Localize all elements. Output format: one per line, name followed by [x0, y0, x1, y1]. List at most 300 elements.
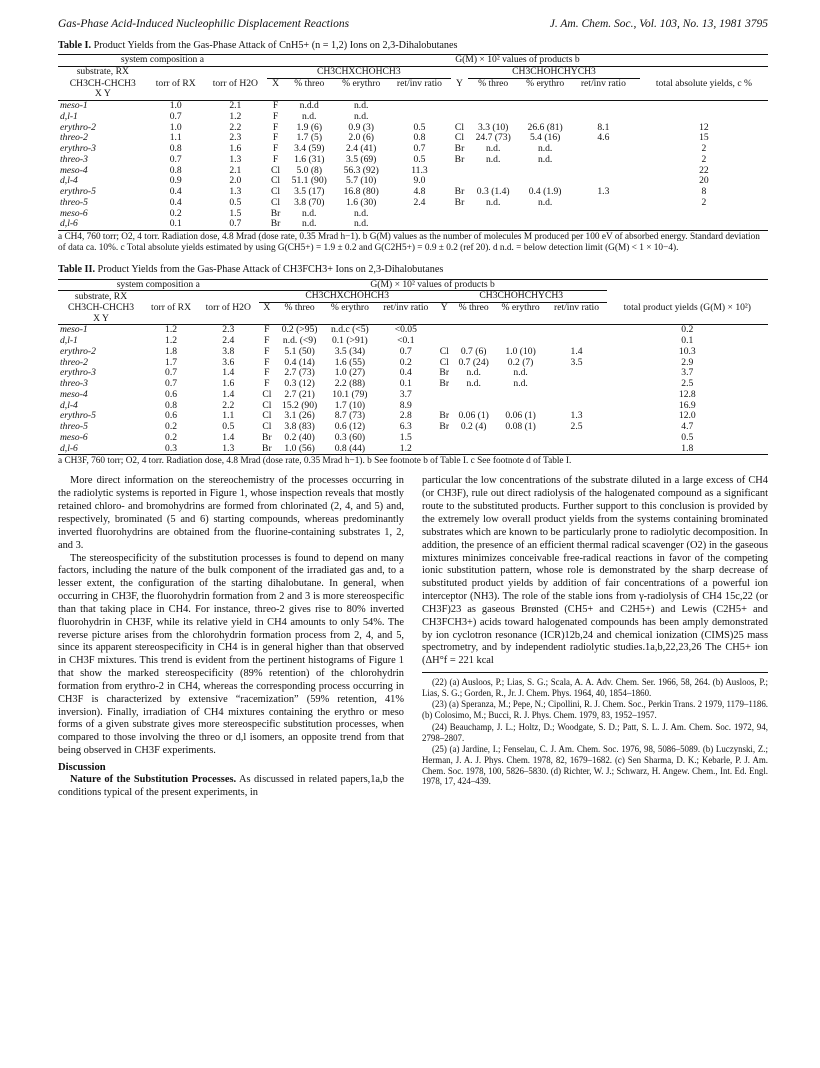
table-cell: 2.3	[222, 324, 235, 336]
table-cell: 1.8	[165, 345, 178, 357]
table-cell: 0.9 (3)	[348, 121, 374, 133]
table-cell: 26.6 (81)	[527, 121, 563, 133]
table-cell: Cl	[262, 388, 272, 400]
table-cell: 0.7 (6)	[460, 345, 487, 357]
table-cell: 2	[701, 153, 707, 165]
table-cell	[546, 368, 606, 379]
table-cell: 0.8	[169, 164, 182, 176]
table-cell: erythro-3	[60, 367, 96, 379]
reference-25: (25) (a) Jardine, I.; Fenselau, C. J. Am. Chem. Soc. 1976, 98, 5086–5089. (b) Luczynski, Z.; Herman, J. A. J. Phys. Chem. 1978, 82, 1679–1682. (c) Sen Sharma, D. K.; Kebarle, P. J. Am. Chem. Soc. 1978, 100, 5826–5830. (d) Richter, W. J.; Schwarz, H. Angew. Chem., Int. Ed. Engl. 1978, 17, 424–439.	[422, 744, 768, 787]
table-cell: 20	[699, 175, 709, 187]
t2-head-torr-rx: torr of RX	[151, 302, 192, 313]
table-cell: 2.8	[399, 410, 412, 422]
table-cell: 10.3	[678, 345, 696, 357]
t1-head-substrate: substrate, RX	[76, 66, 129, 78]
table-cell: 0.5	[222, 421, 235, 433]
table-cell: 0.2 (7)	[507, 356, 534, 368]
table-cell: 3.8 (83)	[284, 421, 315, 433]
discussion-heading: Discussion	[58, 762, 106, 773]
table-cell	[518, 219, 572, 230]
table-cell: 2.4	[222, 335, 235, 347]
table-row	[58, 444, 768, 455]
t1-head-erythro2: % erythro	[526, 77, 565, 89]
left-column	[58, 475, 404, 799]
table-cell: 8.1	[597, 121, 610, 133]
table-cell	[518, 166, 572, 177]
table-cell	[546, 433, 606, 444]
table-cell: 2.1	[229, 100, 242, 112]
paragraph-discussion	[58, 774, 404, 800]
table-cell: 1.6	[229, 143, 242, 155]
table-cell: 0.3 (60)	[334, 431, 366, 443]
table-cell: 1.7	[165, 356, 178, 368]
table-cell: 1.3	[597, 186, 610, 198]
table-cell: Cl	[262, 399, 272, 411]
table1	[58, 54, 768, 231]
table-cell	[572, 198, 635, 209]
table-cell: 0.6	[165, 410, 178, 422]
journal-citation: J. Am. Chem. Soc., Vol. 103, No. 13, 1981 3795	[549, 18, 768, 30]
t1-head-gvalues: G(M) × 10² values of products b	[267, 55, 768, 67]
table-cell	[546, 390, 606, 401]
table-cell: 2.4 (41)	[346, 143, 377, 155]
table-cell: erythro-2	[60, 121, 96, 133]
table-cell: 2.7 (73)	[284, 367, 315, 379]
table1-body	[58, 101, 768, 231]
table1-title: Product Yields from the Gas-Phase Attack of CnH5+ (n = 1,2) Ions on 2,3-Dihalobutanes	[93, 40, 458, 51]
table-row	[58, 433, 768, 444]
table-cell: meso-6	[60, 207, 88, 219]
table-cell: 1.4	[222, 367, 235, 379]
table-cell	[468, 101, 518, 112]
table-cell: 0.7	[413, 143, 426, 155]
table-cell: 0.2	[165, 431, 178, 443]
table-cell: 0.2	[399, 356, 412, 368]
t2-head-formula: CH3CH-CHCH3	[67, 302, 135, 313]
table-cell: <0.1	[397, 335, 415, 347]
table-cell: 1.4	[570, 345, 583, 357]
table-cell: n.d.	[466, 367, 481, 379]
table-cell: 0.8 (44)	[324, 444, 376, 455]
table-cell: 0.3	[144, 444, 198, 455]
t1-head-erythro: % erythro	[342, 77, 381, 89]
table-cell: 3.5 (69)	[346, 153, 377, 165]
table-cell: 3.7	[399, 388, 412, 400]
t2-head-total: total product yields (G(M) × 10²)	[607, 279, 768, 314]
table-cell	[436, 390, 453, 401]
t1-head-total: total absolute yields, c %	[655, 77, 752, 89]
table-cell: 2.5	[570, 421, 583, 433]
table-cell	[453, 433, 495, 444]
table-cell: Br	[454, 186, 465, 198]
t2-head-group2: CH3CHOHCHYCH3	[436, 291, 607, 303]
table-cell	[495, 433, 547, 444]
body-columns	[58, 475, 768, 799]
table-cell: 11.3	[411, 164, 428, 176]
table-cell: meso-4	[60, 164, 88, 176]
table-cell: 1.4	[222, 431, 235, 443]
table2	[58, 279, 768, 456]
table-cell: 2.2 (88)	[334, 378, 366, 390]
table2-caption	[58, 264, 768, 276]
table-cell	[468, 219, 518, 230]
table-cell: 1.2	[165, 335, 178, 347]
table-cell: 0.3 (12)	[284, 378, 315, 390]
t1-head-retinv2: ret/inv ratio	[580, 77, 626, 89]
table-cell: 0.7 (24)	[458, 356, 489, 368]
t2-head-threo2: % threo	[458, 302, 489, 313]
table-cell: 0.8	[169, 143, 182, 155]
table-cell: 2.7 (21)	[284, 388, 315, 400]
table-cell	[453, 325, 495, 336]
table-cell: 0.5	[229, 196, 242, 208]
table-cell: 1.3	[229, 153, 242, 165]
table-cell: 1.0 (10)	[505, 345, 536, 357]
table-cell: n.d.	[537, 153, 553, 165]
table-cell	[451, 219, 468, 230]
table-cell: 15.2 (90)	[282, 399, 318, 411]
table-cell: n.d.	[284, 219, 334, 230]
table-cell: F	[264, 324, 270, 336]
table-cell: 3.5	[570, 356, 583, 368]
table-cell: 16.8 (80)	[343, 186, 379, 198]
table-cell: 8.7 (73)	[334, 410, 366, 422]
table-cell: 0.06 (1)	[505, 410, 536, 422]
table-cell: Br	[454, 196, 465, 208]
t2-head-threo: % threo	[284, 302, 315, 313]
table-cell: F	[272, 143, 279, 155]
table-cell: d,l-6	[58, 444, 144, 455]
table-cell: threo-2	[60, 356, 88, 368]
table-cell: 2	[701, 143, 707, 155]
table-cell: 0.2	[169, 207, 182, 219]
reference-23: (23) (a) Speranza, M.; Pepe, N.; Cipollini, R. J. Chem. Soc., Perkin Trans. 2 1979, 1179–1186. (b) Colosimo, M.; Bucci, R. J. Phys. Chem. 1979, 83, 1952–1957.	[422, 699, 768, 721]
t1-head-retinv: ret/inv ratio	[396, 77, 442, 89]
table-cell: Cl	[270, 175, 281, 187]
table-cell: Cl	[439, 345, 449, 357]
table-cell: n.d.c (<5)	[331, 324, 369, 336]
table1-footnote: a CH4, 760 torr; O2, 4 torr. Radiation dose, 4.8 Mrad (dose rate, 0.35 Mrad h−1). b G(M) values as the number of molecules M produced per 100 eV of absorbed energy. Standard deviation of data ca. 10%. c Total absolute yields estimated by using G(CH5+) = 1.9 ± 0.2 and G(C2H5+) = 0.9 ± 0.2 (ref 20). d n.d. = below detection limit (G(M) < 1 × 10−4).	[58, 231, 760, 254]
table-cell: 0.4 (1.9)	[528, 186, 562, 198]
t2-head-retinv: ret/inv ratio	[383, 302, 429, 313]
table-cell: 0.5	[413, 121, 426, 133]
table-cell: 1.8	[607, 444, 768, 455]
table-cell: 12	[699, 121, 709, 133]
table-cell: 0.4	[169, 186, 182, 198]
table-cell: 2.0 (6)	[348, 132, 374, 144]
table-cell: 10.1 (79)	[332, 388, 368, 400]
table-cell	[546, 325, 606, 336]
table-cell	[640, 209, 768, 220]
table-cell: 0.1	[399, 378, 412, 390]
table-cell: n.d.	[485, 153, 501, 165]
references	[422, 672, 768, 787]
table-cell: 3.4 (59)	[294, 143, 325, 155]
table-cell: 0.7	[399, 345, 412, 357]
table-cell: 1.9 (6)	[296, 121, 323, 133]
table-cell: 2.2	[229, 121, 242, 133]
table-cell: 2.1	[229, 164, 242, 176]
table-cell: 12.8	[678, 388, 696, 400]
table-cell: threo-5	[60, 196, 88, 208]
table-cell: 16.9	[678, 399, 696, 411]
t2-head-erythro2: % erythro	[501, 302, 540, 313]
t2-head-erythro: % erythro	[330, 302, 369, 313]
table-cell: 0.4 (14)	[284, 356, 315, 368]
table-cell: n.d.	[537, 143, 553, 155]
table-cell: 1.0 (27)	[334, 367, 366, 379]
table-cell: threo-5	[60, 421, 88, 433]
table-cell	[388, 219, 451, 230]
table-cell: F	[264, 356, 270, 368]
table-cell	[495, 390, 547, 401]
table-cell: 3.5 (34)	[334, 345, 366, 357]
t1-head-torr-rx: torr of RX	[155, 77, 196, 89]
t2-head-system: system composition a	[58, 279, 259, 291]
table-cell: F	[264, 367, 270, 379]
t2-head-gvalues: G(M) × 10² values of products b	[259, 279, 607, 291]
t1-head-group2: CH3CHOHCHYCH3	[468, 66, 640, 78]
t2-head-y: Y	[440, 302, 448, 313]
table-cell: Br	[439, 367, 450, 379]
table-cell	[453, 444, 495, 455]
table-cell: 1.0	[169, 100, 182, 112]
table2-footnote: a CH3F, 760 torr; O2, 4 torr. Radiation dose, 4.8 Mrad (dose rate, 0.35 Mrad h−1). b See footnote b of Table I. c See footnote d of Table I.	[58, 456, 572, 467]
table-cell: Cl	[454, 121, 464, 133]
table-cell: n.d.	[485, 143, 501, 155]
t1-head-formula: CH3CH-CHCH3	[69, 77, 136, 89]
table-cell: 3.3 (10)	[478, 121, 509, 133]
table-cell: Br	[267, 219, 284, 230]
table-cell: 2.9	[681, 356, 694, 368]
table-cell: 2.2	[222, 399, 235, 411]
table-cell	[453, 390, 495, 401]
table-cell	[546, 379, 606, 390]
discussion-text: As discussed in related papers,1a,b the conditions typical of the present experiments, in	[58, 774, 404, 798]
table-cell: Cl	[454, 132, 464, 144]
table-cell: 0.2 (4)	[460, 421, 487, 433]
table-cell: meso-1	[60, 324, 88, 336]
table-cell: Cl	[262, 410, 272, 422]
table-cell: erythro-2	[60, 345, 96, 357]
t2-head-torr-h2o: torr of H2O	[205, 302, 251, 313]
table-cell: F	[272, 121, 279, 133]
journal-page	[58, 10, 768, 800]
t1-head-y: Y	[456, 77, 463, 89]
table-cell: 8.9	[399, 399, 412, 411]
t2-head-retinv2: ret/inv ratio	[554, 302, 600, 313]
table-row	[58, 219, 768, 230]
table-cell: meso-6	[60, 431, 88, 443]
table-cell: 0.1 (>91)	[331, 335, 368, 347]
table-cell: 0.8	[165, 399, 178, 411]
table-cell: 4.7	[681, 421, 694, 433]
running-title: Gas-Phase Acid-Induced Nucleophilic Displacement Reactions	[58, 18, 350, 30]
table-cell	[640, 101, 768, 112]
table-cell: 0.4	[169, 196, 182, 208]
table-cell: 15	[699, 132, 709, 144]
table-cell	[388, 209, 451, 220]
table-cell: 0.7	[204, 219, 267, 230]
table-cell: 5.4 (16)	[529, 132, 561, 144]
table-cell: 8	[701, 186, 707, 198]
table-cell: F	[272, 153, 279, 165]
table-cell: <0.05	[394, 324, 417, 336]
table-cell: n.d.	[302, 110, 317, 122]
table-cell: Cl	[270, 164, 281, 176]
table-cell: 2.4	[413, 196, 426, 208]
table-cell: Cl	[439, 356, 449, 368]
table-cell: 0.7	[165, 378, 178, 390]
table-cell: 1.7 (5)	[296, 132, 323, 144]
table-cell: 2.3	[229, 132, 242, 144]
table-cell: 1.1	[222, 410, 235, 422]
table-cell: 0.2 (40)	[284, 431, 315, 443]
table-cell	[518, 209, 572, 220]
table-cell	[451, 101, 468, 112]
table-cell: 0.06 (1)	[458, 410, 489, 422]
table-cell	[388, 101, 451, 112]
table-cell: meso-4	[60, 388, 88, 400]
table-cell: 1.1	[169, 132, 182, 144]
table-cell: 0.5	[413, 153, 426, 165]
table-cell	[495, 325, 547, 336]
paragraph-continuation: particular the low concentrations of the substrate diluted in a large excess of CH4 (or CH3F), rule out direct radiolysis of the halogenated compound as a significant route to the substituted products. Further support to this conclusion is provided by the extremely low overall product yields from the systems containing brominated substrates which are known to be particularly prone to radiolytic decomposition. In addition, the presence of an efficient thermal radical scavenger (O2) in the gaseous mixtures minimizes conceivable free-radical reactions in favor of the competing ionic substitution pattern, whose role is demonstrated by the sharp decrease of substituted product yields by addition of fair concentrations of a powerful ion interceptor (NH3). The role of the stable ions from γ-radiolysis of CH4 15c,22 (or CH3F)23 as gaseous Brønsted (CH5+ and C2H5+) and Lewis (C2H5+ and CH3FCH3+) acids toward halogenated compounds has been amply demonstrated by ion cyclotron resonance (ICR)12b,24 and chemical ionization (CIMS)25 mass spectrometry, and by independent radiolytic studies.1a,b,22,23,26 The CH5+ ion (ΔH°f = 221 kcal	[422, 475, 768, 667]
table-cell: n.d.	[513, 367, 528, 379]
table-cell: Cl	[270, 186, 281, 198]
table-cell: 51.1 (90)	[291, 175, 327, 187]
table-cell: threo-2	[60, 132, 88, 144]
table-cell: 0.8	[413, 132, 426, 144]
table-cell: n.d.	[302, 207, 317, 219]
table-cell: 1.2	[165, 324, 178, 336]
table-row	[58, 390, 768, 401]
table-cell: 1.0 (56)	[275, 444, 324, 455]
table-cell	[451, 209, 468, 220]
table-cell: n.d.	[513, 378, 528, 390]
table-cell: erythro-3	[60, 143, 96, 155]
table-cell: 0.2	[165, 421, 178, 433]
table-cell: d,l-1	[60, 110, 78, 122]
table-cell	[436, 325, 453, 336]
t2-head-xy: X Y	[58, 314, 144, 325]
paragraph-figure1: More direct information on the stereochemistry of the processes occurring in the radiolytic systems is reported in Figure 1, whose inspection reveals that mostly retained chloro- and bromohydrins are formed from chlorinated (2, 4, and 5) and, respectively, brominated (5 and 6) starting compounds, whereas predominantly inverted fluorohydrins are obtained from the fluorine-containing substrates 1, 2, and 3.	[58, 475, 404, 551]
table-row	[58, 101, 768, 112]
table-cell	[436, 444, 453, 455]
table-cell	[436, 433, 453, 444]
table-cell: Br	[439, 378, 450, 390]
table-cell	[451, 166, 468, 177]
table-cell: 0.3 (1.4)	[476, 186, 510, 198]
table-cell: F	[272, 100, 279, 112]
table-cell	[572, 144, 635, 155]
table-cell: erythro-5	[60, 186, 96, 198]
table-cell: 0.2 (>95)	[281, 324, 318, 336]
table-cell	[468, 209, 518, 220]
table-cell: 1.7 (10)	[334, 399, 366, 411]
table-cell: Br	[262, 431, 272, 443]
table-cell: d,l-1	[60, 335, 78, 347]
table-cell	[640, 219, 768, 230]
table2-body	[58, 325, 768, 455]
running-header	[58, 18, 768, 30]
t1-head-system: system composition a	[58, 55, 267, 67]
table-cell: 1.5	[399, 431, 412, 443]
table-cell: n.d.d	[299, 100, 319, 112]
table-cell: 24.7 (73)	[475, 132, 511, 144]
table-cell: Br	[454, 153, 465, 165]
table-cell: 1.6 (30)	[346, 196, 377, 208]
table-cell: n.d.	[466, 378, 481, 390]
table-cell: 1.6	[222, 378, 235, 390]
table-cell: 3.7	[681, 367, 694, 379]
table-cell: n.d.	[537, 196, 553, 208]
table-cell: 1.2	[376, 444, 436, 455]
table-cell: 0.7	[165, 367, 178, 379]
table-cell: n.d.	[354, 110, 369, 122]
table1-caption	[58, 40, 768, 52]
table-cell: 1.4	[222, 388, 235, 400]
t2-head-x: X	[263, 302, 271, 313]
table-cell: F	[272, 110, 279, 122]
table-cell: 0.1	[681, 335, 694, 347]
table-cell: 22	[699, 164, 709, 176]
table-cell: 4.8	[413, 186, 426, 198]
table-cell: 3.1 (26)	[284, 410, 315, 422]
table-row	[58, 198, 768, 209]
table-cell: 0.6 (12)	[334, 421, 366, 433]
table-cell	[468, 166, 518, 177]
table-cell: 3.6	[222, 356, 235, 368]
table-cell: 5.7 (10)	[346, 175, 377, 187]
table-cell: F	[272, 132, 279, 144]
table-cell: 3.8 (70)	[294, 196, 325, 208]
table-cell: d,l-4	[60, 399, 78, 411]
table-cell: 0.4	[399, 367, 412, 379]
table-cell: 2.0	[229, 175, 242, 187]
table-cell	[572, 166, 635, 177]
table-cell: 0.5	[681, 431, 694, 443]
table-cell: 4.6	[597, 132, 610, 144]
table-row	[58, 209, 768, 220]
table-cell	[572, 209, 635, 220]
table-cell: n.d.	[354, 100, 369, 112]
table-cell: d,l-6	[58, 219, 148, 230]
table-cell: d,l-4	[60, 175, 78, 187]
right-column	[422, 475, 768, 799]
table-cell	[518, 101, 572, 112]
reference-24: (24) Beauchamp, J. L.; Holtz, D.; Woodgate, S. D.; Patt, S. L. J. Am. Chem. Soc. 1972, 94, 2798–2807.	[422, 721, 768, 743]
table-cell: 0.1	[148, 219, 204, 230]
table-cell: 3.5 (17)	[294, 186, 325, 198]
table-cell	[572, 219, 635, 230]
table-cell: 0.9	[169, 175, 182, 187]
table-cell: n.d.	[354, 207, 369, 219]
t1-head-x: X	[272, 77, 279, 89]
table-cell: threo-3	[60, 153, 88, 165]
table-cell: F	[264, 335, 270, 347]
table-cell: 5.0 (8)	[296, 164, 323, 176]
t2-head-substrate: substrate, RX	[74, 290, 128, 302]
table-cell: 9.0	[413, 175, 426, 187]
table1-label: Table I.	[58, 40, 92, 51]
table-cell: Br	[454, 143, 465, 155]
table-cell: F	[264, 378, 270, 390]
table-cell: 3.8	[222, 345, 235, 357]
table2-label: Table II.	[58, 264, 95, 276]
table-cell: 5.1 (50)	[284, 345, 315, 357]
table-cell: meso-1	[60, 100, 88, 112]
